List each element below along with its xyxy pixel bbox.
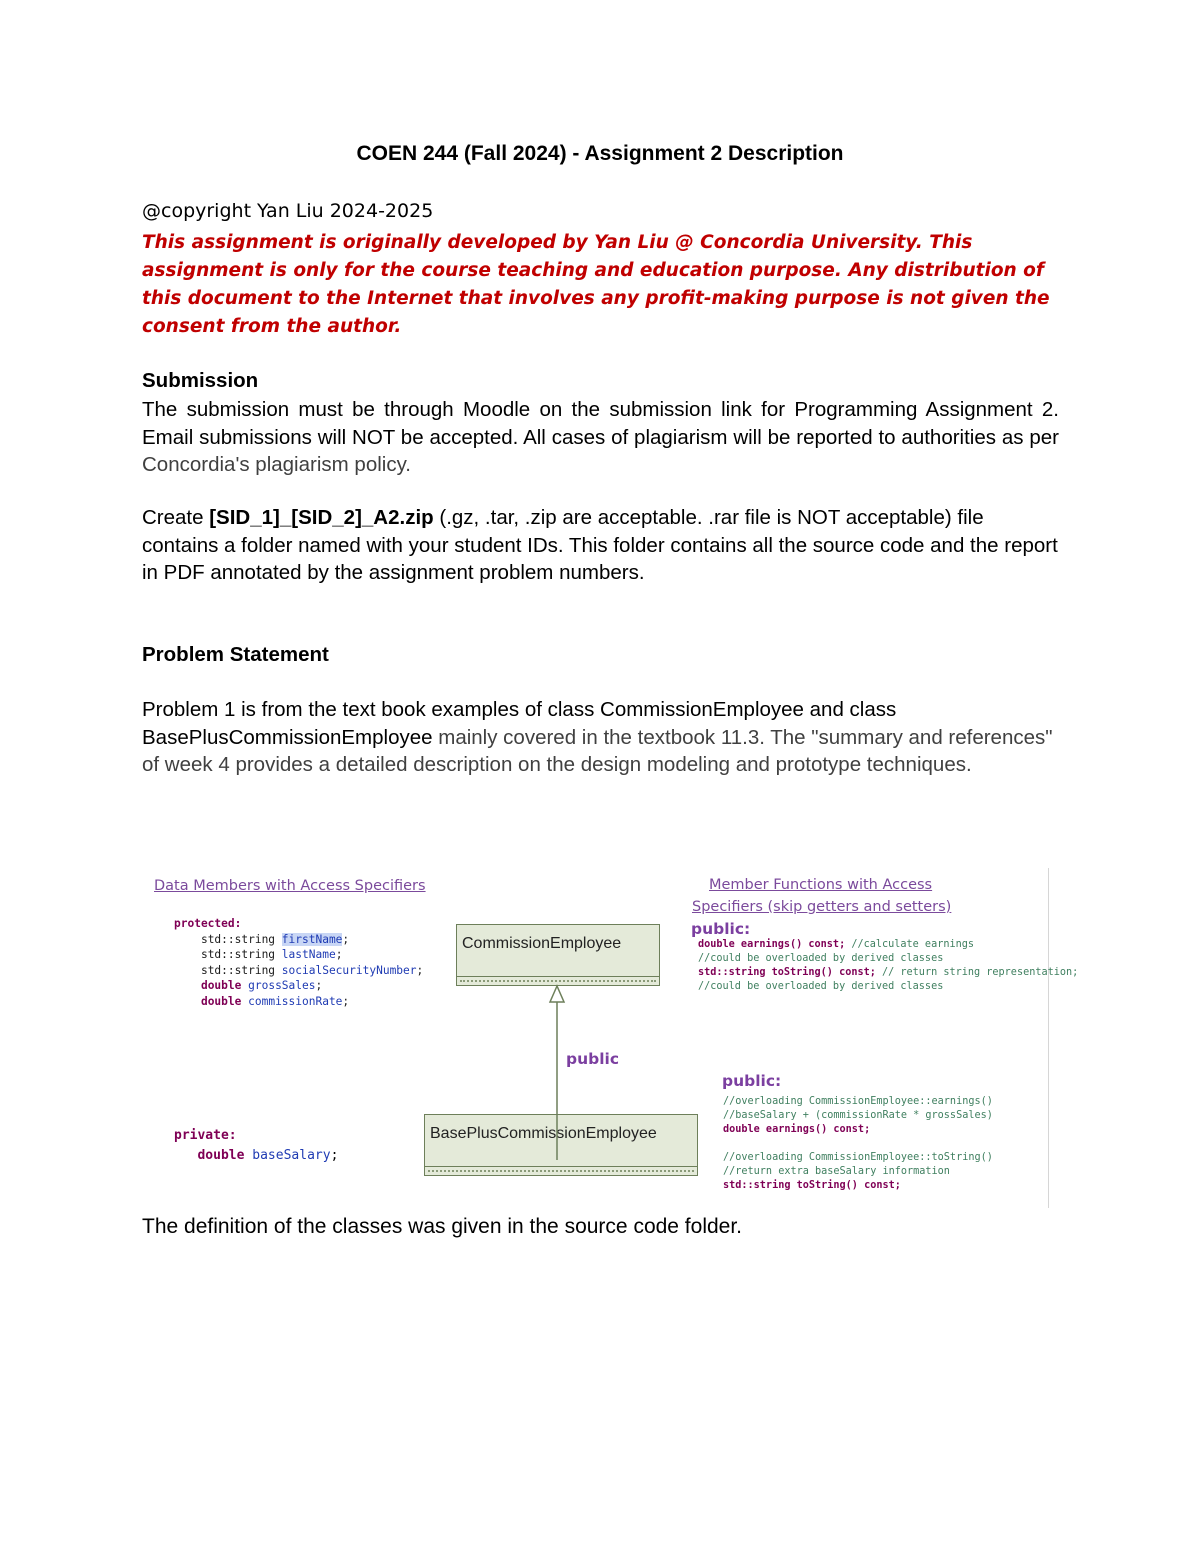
member-type: std::string: [200, 963, 276, 977]
zip-filename: [SID_1]_[SID_2]_A2.zip: [209, 506, 434, 529]
public-keyword-derived: public:: [722, 1072, 782, 1090]
member-name: commissionRate: [248, 994, 343, 1008]
base-functions-block: [698, 938, 1078, 994]
plagiarism-policy-text: Concordia's plagiarism policy.: [142, 453, 412, 476]
submission-heading: Submission: [142, 369, 259, 392]
inheritance-arrow: [540, 984, 580, 1164]
create-prefix: Create: [142, 506, 210, 529]
member-type: std::string: [200, 932, 276, 946]
disclaimer-text: This assignment is originally developed by Yan Liu @ Concordia University. This assignment is only for the course teaching and education purpose. Any distribution of this document to the Internet that involves any profit-making purpose is not given the consent from the author.: [142, 232, 1050, 337]
derived-functions-block: [723, 1095, 993, 1193]
member-name: baseSalary: [252, 1148, 331, 1163]
submission-text: The submission must be through Moodle on the submission link for Programming Assignment 2. Email submissions will NOT be accepted. All cases of plagiarism will be reported to authorities as per: [142, 398, 1059, 449]
member-type: std::string: [200, 948, 276, 961]
create-paragraph: [142, 504, 1059, 587]
data-members-label: Data Members with Access Specifiers: [154, 878, 426, 894]
function-comment: //could be overloaded by derived classes: [698, 981, 944, 992]
problem-heading: Problem Statement: [142, 643, 329, 666]
protected-block: protected: std::string firstName; std::string lastName; std::string socialSecurityNumber; double grossSales; double commissionRate;: [174, 917, 424, 1008]
class-divider: [428, 1170, 694, 1172]
class-divider: [460, 980, 656, 982]
member-functions-label-1: Member Functions with Access: [709, 877, 933, 893]
class-divider: [457, 976, 659, 977]
function-comment: //overloading CommissionEmployee::toString(): [723, 1152, 993, 1163]
function-comment: //could be overloaded by derived classes: [698, 953, 944, 964]
member-functions-label-2: Specifiers (skip getters and setters): [692, 899, 952, 915]
protected-keyword: protected:: [174, 917, 242, 930]
function-comment: //return extra baseSalary information: [723, 1166, 950, 1177]
class-name: BasePlusCommissionEmployee: [430, 1125, 657, 1142]
function-code: std::string toString() const;: [723, 1180, 901, 1191]
function-comment: //overloading CommissionEmployee::earnings(): [723, 1096, 993, 1107]
footer-text: The definition of the classes was given in the source code folder.: [142, 1215, 743, 1238]
member-name: grossSales: [248, 979, 316, 992]
function-code: double earnings() const;: [698, 939, 846, 950]
class-divider: [425, 1166, 697, 1167]
function-comment: // return string representation;: [875, 967, 1079, 978]
uml-diagram: [140, 840, 1079, 1212]
diagram-border: [1048, 868, 1049, 1208]
member-type: double: [197, 1148, 245, 1163]
problem-paragraph: [142, 696, 1059, 779]
create-rest: (.gz, .tar, .zip are acceptable. .rar file is NOT acceptable) file contains a folder named with your student IDs. This folder contains all the source code and the report in PDF annotated by the assignment problem numbers.: [142, 506, 1058, 584]
page-title: COEN 244 (Fall 2024) - Assignment 2 Description: [356, 142, 844, 165]
copyright-line: @copyright Yan Liu 2024-2025: [142, 200, 434, 222]
member-name: socialSecurityNumber: [281, 963, 417, 977]
function-code: double earnings() const;: [723, 1124, 871, 1135]
function-comment: //calculate earnings: [845, 939, 975, 950]
member-name: firstName: [281, 932, 343, 946]
function-comment: //baseSalary + (commissionRate * grossSales): [723, 1110, 993, 1121]
submission-paragraph: [142, 396, 1059, 479]
problem-text-rest: mainly covered in the textbook 11.3. The "summary and references" of week 4 provides a detailed description on the design modeling and prototype techniques.: [142, 725, 1053, 776]
inheritance-label: public: [566, 1050, 620, 1068]
member-type: double: [200, 994, 242, 1008]
class-name: CommissionEmployee: [462, 935, 622, 952]
private-keyword: private:: [174, 1128, 237, 1143]
function-code: std::string toString() const;: [698, 967, 876, 978]
private-block: private: double baseSalary;: [174, 1128, 339, 1163]
problem-text: Problem 1 is from the text book examples of class CommissionEmployee and class BasePlusCommissionEmployee: [142, 698, 897, 749]
member-name: lastName: [281, 948, 336, 961]
member-type: double: [200, 979, 242, 992]
public-keyword-base: public:: [691, 920, 751, 938]
commission-employee-class: [456, 924, 660, 986]
